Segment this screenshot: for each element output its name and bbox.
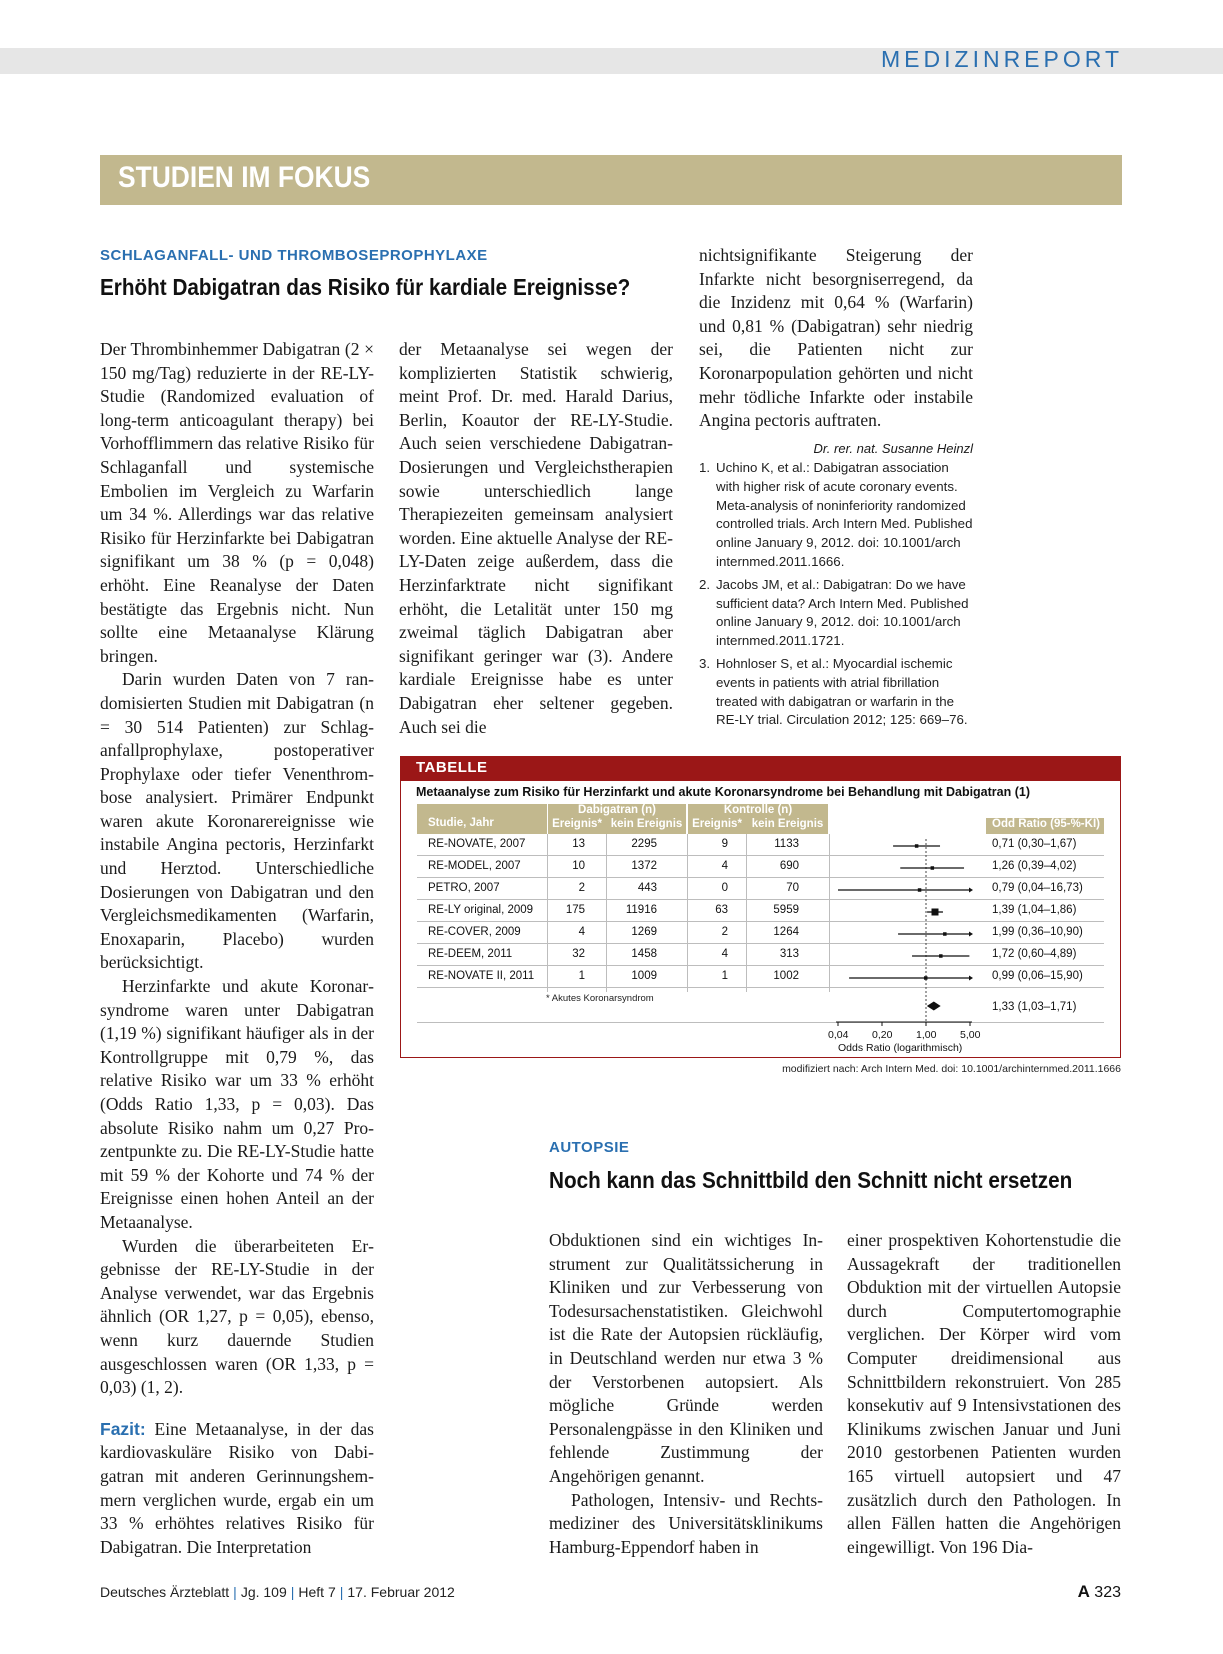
axis-tick-label: 0,20 — [872, 1029, 893, 1041]
fazit-paragraph — [100, 1418, 374, 1560]
axis-tick-label: 5,00 — [960, 1029, 981, 1041]
article1-column-2 — [399, 338, 673, 739]
section-name: MEDIZINREPORT — [881, 46, 1123, 72]
odds-ratio-point — [943, 932, 947, 936]
ci-arrow — [969, 888, 973, 893]
ci-arrow — [969, 932, 973, 937]
reference-item: 3. Hohnloser S, et al.: Myocardial ischemic events in patients with atrial fibrillation treated with dabigatran or warfarin in the RE-LY trial. Circulation 2012; 125: 669–76. — [699, 655, 968, 728]
footer-citation: Deutsches Ärzteblatt | Jg. 109 | Heft 7 | 17. Februar 2012 — [100, 1584, 455, 1600]
header-dabi-noevent: kein Ereignis — [610, 818, 683, 830]
article1-kicker: SCHLAGANFALL- UND THROMBOSEPROPHYLAXE — [100, 247, 488, 264]
table-footnote: * Akutes Koronarsyndrom — [546, 993, 654, 1004]
odds-ratio-point — [918, 888, 922, 892]
author: Dr. rer. nat. Susanne Heinzl — [813, 440, 973, 456]
volume: Jg. 109 — [240, 1584, 287, 1600]
axis-tick-label: 0,04 — [828, 1029, 849, 1041]
issue: Heft 7 — [298, 1584, 336, 1600]
pooled-ci: 1,33 (1,03–1,71) — [992, 1001, 1077, 1013]
forest-plot — [830, 835, 986, 1037]
header-odds-ratio: Odd Ratio (95-%-KI) — [992, 818, 1100, 830]
article1-headline: Erhöht Dabigatran das Risiko für kardiale Ereignisse? — [100, 274, 631, 300]
header-ctrl-noevent: kein Ereignis — [751, 818, 824, 830]
paragraph: Pathologen, Intensiv- und Rechtsmediziner des Universitätsklinikums Hamburg-Eppendorf haben in — [549, 1489, 823, 1557]
paragraph: Darin wurden Daten von 7 randomisierten Studien mit Dabigatran (n = 30 514 Patienten) zur Schlaganfallprophylaxe, postoperativer Prophylaxe oder tiefer Venenthrombose analysiert. Primärer Endpunkt waren akute Koronarereignisse wie instabile Angina pectoris, Herzinfarkt und Herztod. Unterschiedliche Dosierungen von Dabigatran und den Vergleichsmedikamenten (Warfarin, Enoxaparin, Placebo) wurden berücksichtigt. — [100, 669, 374, 973]
paragraph: einer prospektiven Kohortenstudie die Aussagekraft der traditionellen Obduktion mit der virtuellen Autopsie durch Computertomographie verglichen. Der Körper wird vom Computer dreidimensional aus Schnittbildern rekonstruiert. Von 285 konsekutiv auf 9 Intensivstationen des Klinikums zwischen Januar und Juni 2010 gestorbenen Patienten wurden 165 virtuell autopsiert und 47 zusätzlich durch den Pathologen. In allen Fällen hatten die Angehörigen eingewilligt. Von 196 Dia- — [847, 1230, 1121, 1557]
banner-title: STUDIEN IM FOKUS — [118, 161, 371, 194]
table-title: Metaanalyse zum Risiko für Herzinfarkt und akute Koronarsyndrome bei Behandlung mit Dabigatran (1) — [416, 785, 1031, 799]
fazit-text: Eine Metaanalyse, in der das kardiovaskuläre Risiko von Dabigatran mit anderen Gerinnungshemmern verglichen wurde, ergab ein um 33 % erhöhtes relatives Risiko für Dabigatran. Die Interpretation — [100, 1418, 374, 1557]
article1-column-1 — [100, 338, 374, 1559]
odds-ratio-point — [932, 909, 939, 916]
article1-column-3 — [699, 244, 973, 460]
header-ctrl-event: Ereignis* — [692, 818, 742, 830]
article2-column-1 — [549, 1229, 823, 1559]
odds-ratio-point — [939, 954, 943, 958]
paragraph: nichtsignifikante Steigerung der Infarkte nicht besorgniserregend, da die Inzidenz mit 0,64 % (Warfarin) und 0,81 % (Dabigatran) sehr niedrig sei, die Patienten nicht zur Koronarpopulation gehörten und nicht mehr tödliche Infarkte oder instabile Angina pectoris auftraten. — [699, 245, 973, 431]
axis-tick-label: 1,00 — [916, 1029, 937, 1041]
ci-arrow — [969, 976, 973, 981]
header-dabigatran: Dabigatran (n) — [578, 804, 656, 816]
page-number: A 323 — [1077, 1582, 1121, 1601]
paragraph: Herzinfarkte und akute Koronarsyndrome waren unter Dabigatran (1,19 %) signifikant häufiger als in der Kontrollgruppe mit 0,79 %, das relative Risiko war um 33 % erhöht (Odds Ratio 1,33, p = 0,03). Das absolute Risiko nahm um 0,27 Prozentpunkte zu. Die RE-LY-Studie hatte mit 59 % der Kohorte und 74 % der Ereignisse einen hohen Anteil an der Metaanalyse. — [100, 976, 374, 1232]
pooled-diamond — [927, 1002, 941, 1011]
reference-item: 2. Jacobs JM, et al.: Dabigatran: Do we have sufficient data? Arch Intern Med. Published online January 9, 2012. doi: 10.1001/arch internmed.2011.1721. — [699, 576, 969, 649]
header-dabi-event: Ereignis* — [552, 818, 602, 830]
reference-item: 1. Uchino K, et al.: Dabigatran association with higher risk of acute coronary events. Meta-analysis of noninferiority randomized controlled trials. Arch Intern Med. Published online January 9, 2012. doi: 10.1001/arch internmed.2011.1666. — [699, 460, 973, 569]
odds-ratio-point — [931, 866, 935, 870]
paragraph: der Metaanalyse sei wegen der komplizierten Statistik schwierig, meint Prof. Dr. med. Harald Darius, Berlin, Koautor der RE-LY-Studie. Auch seien verschiedene Dabigatran-Dosierungen und Vergleichstherapien sowie unterschiedlich lange Therapiezeiten gemeinsam analysiert worden. Eine aktuelle Analyse der RE-LY-Daten zeige außerdem, dass die Herzinfarktrate nicht signifikant erhöht, die Letalität unter 150 mg zweimal täglich Dabigatran aber signifikant geringer war (3). Andere kardiale Ereignisse habe es unter Dabigatran eher seltener gegeben. Auch sei die — [399, 339, 673, 737]
header-kontrolle: Kontrolle (n) — [723, 804, 793, 816]
axis-label: Odds Ratio (logarithmisch) — [838, 1042, 963, 1054]
journal-name: Deutsches Ärzteblatt — [100, 1584, 230, 1600]
article2-column-2 — [847, 1229, 1121, 1559]
header-study: Studie, Jahr — [428, 817, 494, 829]
references — [699, 459, 973, 734]
table-source: modifiziert nach: Arch Intern Med. doi: 10.1001/archinternmed.2011.1666 — [782, 1063, 1121, 1075]
paragraph: Der Thrombinhemmer Dabigatran (2 × 150 mg/Tag) reduzierte in der RE-LY-Studie (Randomized evaluation of long-term anticoagulant therapy) bei Vorhofflimmern das relative Risiko für Schlaganfall und systemische Embolien im Vergleich zu Warfarin um 34 %. Allerdings war das relative Risiko für Herzinfarkte bei Dabigatran signifikant um 38 % (p = 0,048) erhöht. Eine Reanalyse der Daten bestätigte das Ergebnis nicht. Nun sollte eine Metaanalyse Klärung bringen. — [100, 339, 374, 666]
paragraph: Obduktionen sind ein wichtiges Instrument zur Qualitätssicherung in Kliniken und zur Verbesserung von Todesursachenstatistiken. Gleichwohl ist die Rate der Autopsien rückläufig, in Deutschland werden nur etwa 3 % der Verstorbenen autopsiert. Als mögliche Gründe werden Personalengpässe in den Kliniken und fehlende Zustimmung der Angehörigen genannt. — [549, 1230, 823, 1486]
fazit-label: Fazit: — [100, 1418, 146, 1439]
article2-headline: Noch kann das Schnittbild den Schnitt nicht ersetzen — [549, 1167, 1073, 1193]
table-label: TABELLE — [416, 759, 488, 776]
odds-ratio-point — [915, 844, 919, 848]
paragraph: Wurden die überarbeiteten Ergebnisse der RE-LY-Studie in der Analyse verwendet, war das Ergebnis ähnlich (OR 1,27, p = 0,05), ebenso, wenn kurz dauernde Studien ausgeschlossen waren (OR 1,33, p = 0,03) (1, 2). — [100, 1235, 374, 1398]
issue-date: 17. Februar 2012 — [347, 1584, 455, 1600]
odds-ratio-point — [924, 976, 928, 980]
table-header-bar — [401, 757, 1120, 781]
article2-kicker: AUTOPSIE — [549, 1139, 630, 1156]
